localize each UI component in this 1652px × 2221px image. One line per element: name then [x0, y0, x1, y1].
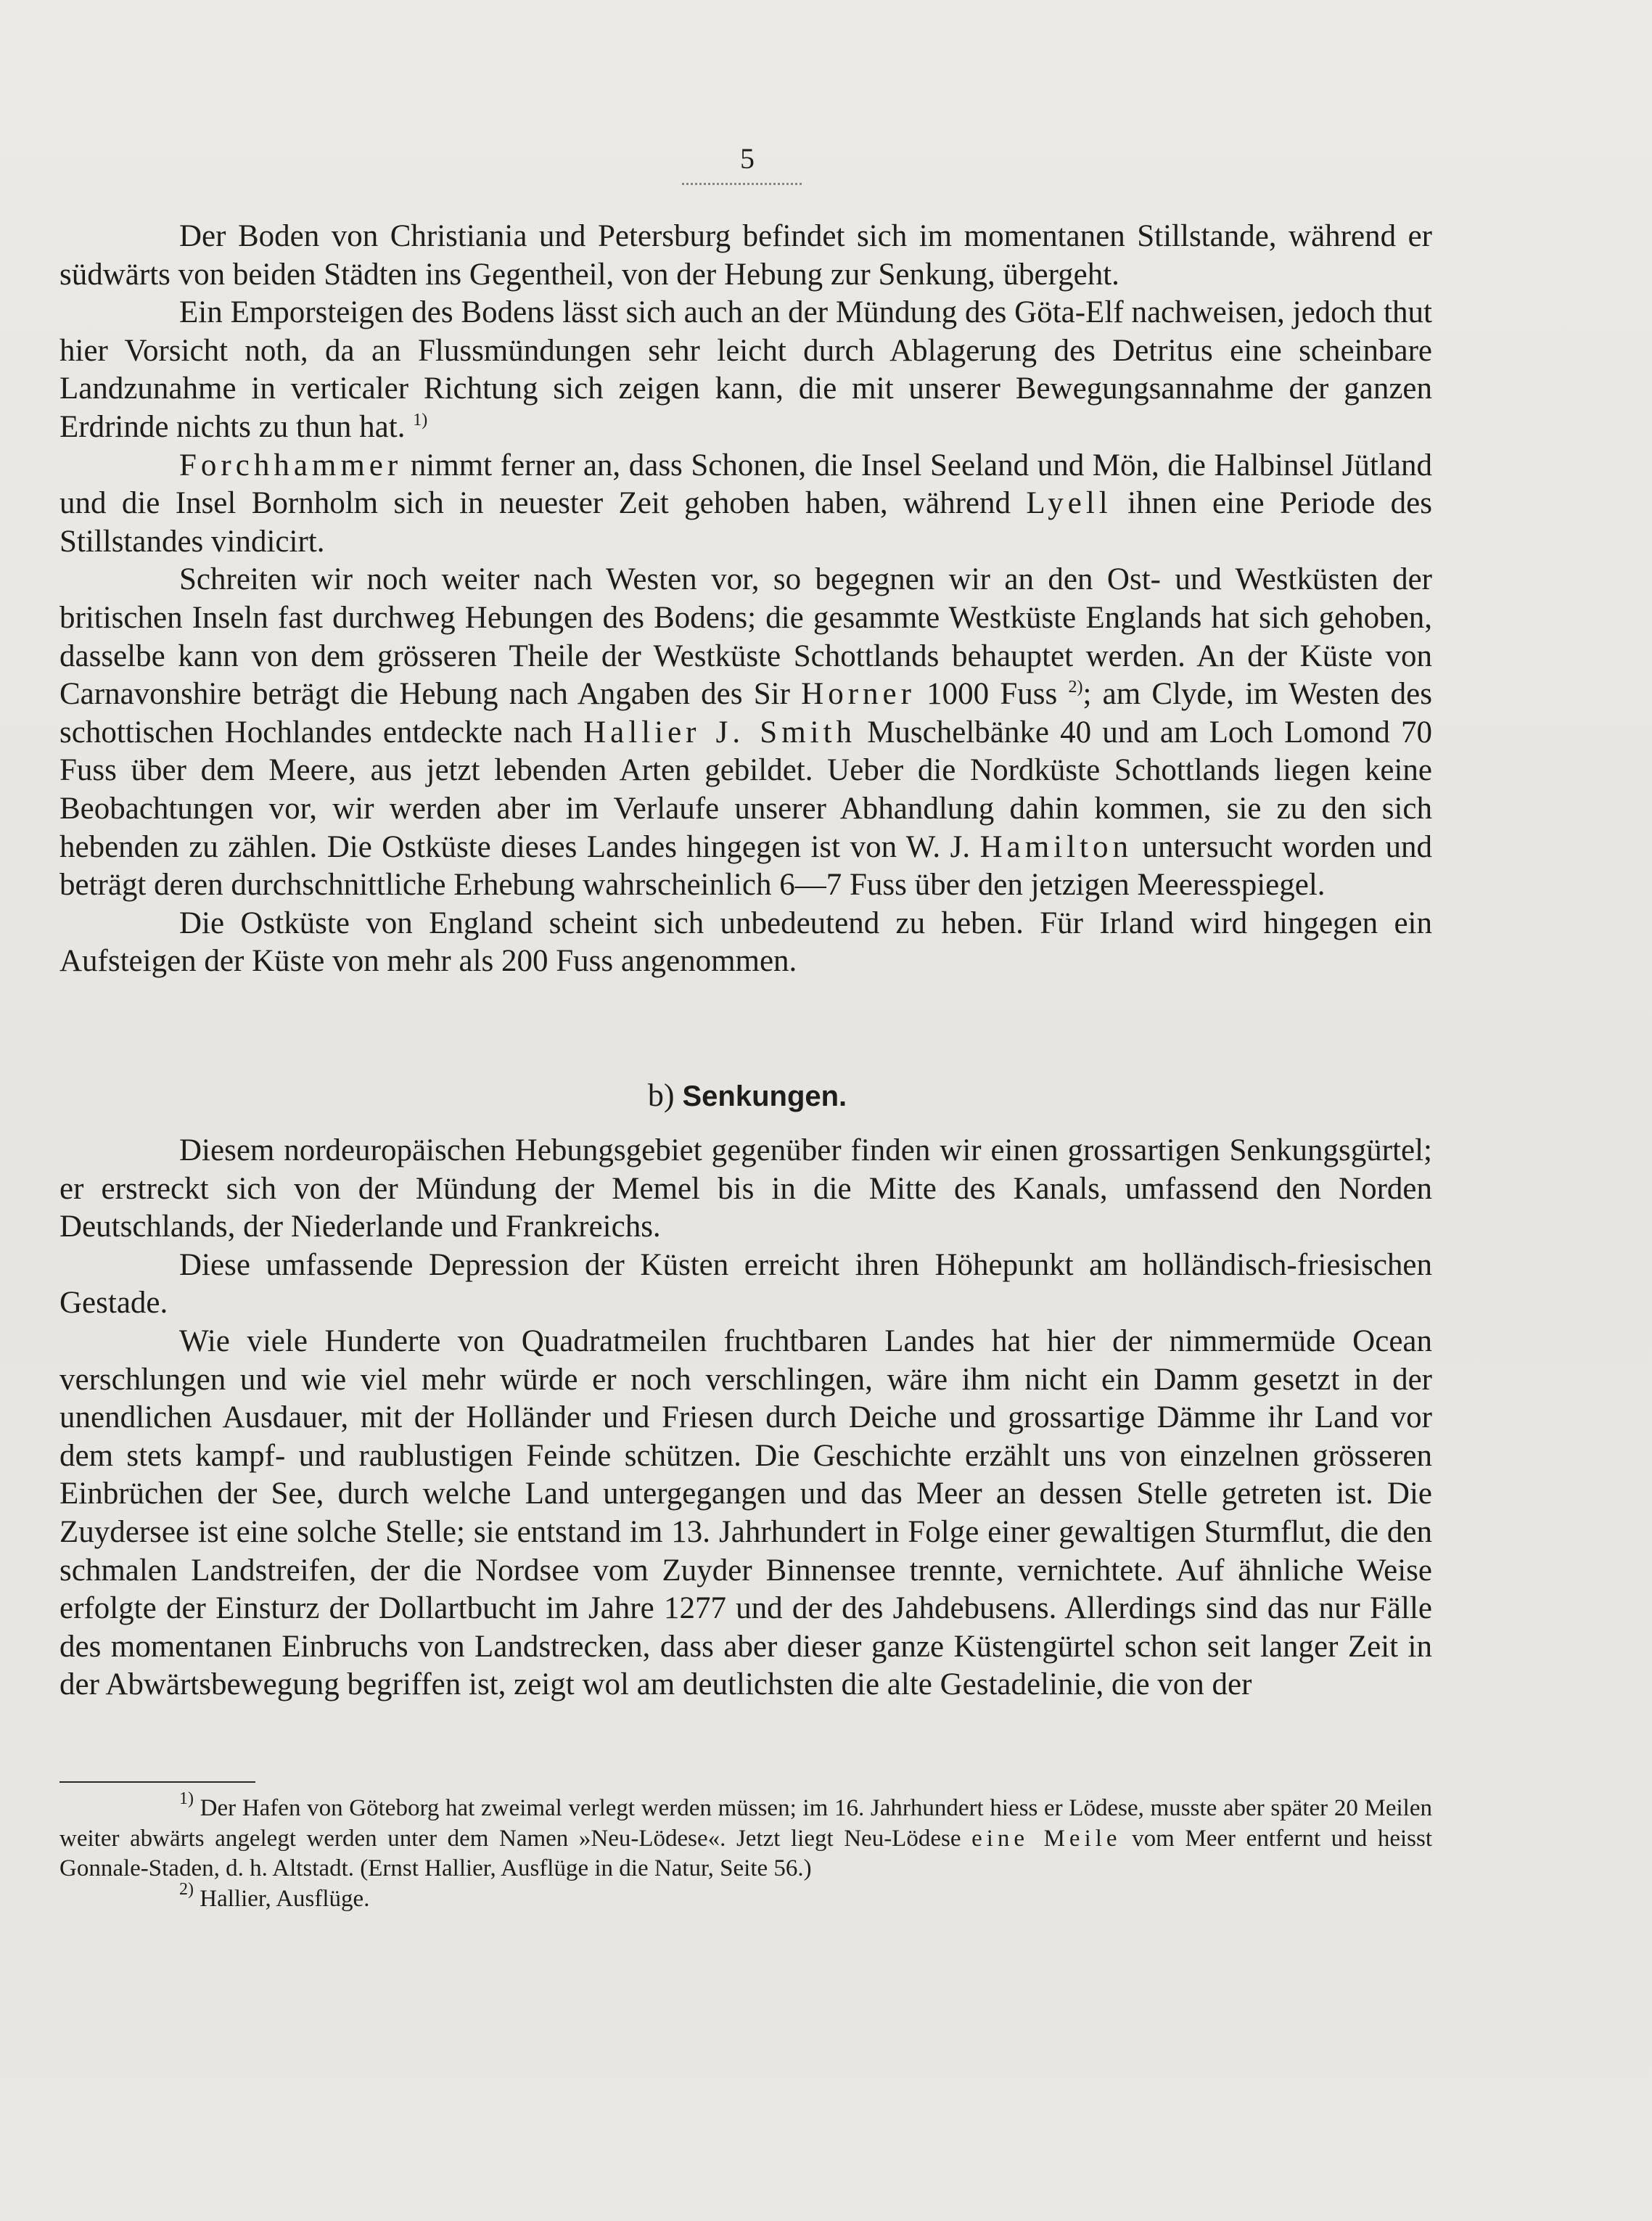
- text-run: Diesem nordeuropäischen Hebungsgebiet gegenüber finden wir einen grossartigen Senkungsgürtel; er erstreckt sich von der Mündung der Memel bis in die Mitte des Kanals, umfassend den Norden Deutschlands, der Niederlande und Frankreichs.: [59, 1133, 1432, 1244]
- page-number: 5: [740, 142, 755, 175]
- section-heading-prefix: b): [647, 1077, 683, 1113]
- footnotes: [59, 1789, 1432, 1914]
- spaced-name: Horner: [801, 677, 916, 712]
- text-run: untersucht worden und beträgt deren durchschnittliche Erhebung wahrscheinlich 6—7 Fuss über den jetzigen Meeresspiegel.: [59, 829, 1432, 903]
- text-run: Der Hafen von Göteborg hat zweimal verlegt werden müssen; im 16. Jahrhundert hiess er Lödese, musste aber später 20 Meilen weiter abwärts angelegt werden unter dem Namen »Neu-Lödese«. Jetzt liegt Neu-Lödese: [59, 1795, 1432, 1852]
- paragraph: [59, 1247, 1432, 1323]
- section-heading-title: Senkungen.: [682, 1080, 847, 1112]
- footnote-marker: 2): [1068, 678, 1083, 697]
- text-run: nimmt ferner an, dass Schonen, die Insel Seeland und Mön, die Halbinsel Jütland und die Insel Bornholm sich in neuester Zeit gehoben haben, während: [59, 448, 1432, 521]
- text-run: Ein Emporsteigen des Bodens lässt sich auch an der Mündung des Göta-Elf nachweisen, jedoch thut hier Vorsicht noth, da an Flussmündungen sehr leicht durch Ablagerung des Detritus eine scheinbare Landzunahme in verticaler Richtung sich zeigen kann, die mit unserer Bewegungsannahme der ganzen Erdrinde nichts zu thun hat.: [59, 295, 1432, 444]
- body-text-bottom: [59, 1132, 1432, 1704]
- paragraph: [59, 1132, 1432, 1247]
- footnote-marker: 1): [179, 1789, 194, 1808]
- text-run: Diese umfassende Depression der Küsten erreicht ihren Höhepunkt am holländisch-friesischen Gestade.: [59, 1247, 1432, 1321]
- spaced-name: Hamilton: [979, 829, 1133, 864]
- text-run: 1000 Fuss: [915, 677, 1069, 712]
- body-text-top: [59, 218, 1432, 981]
- text-run: Die Ostküste von England scheint sich unbedeutend zu heben. Für Irland wird hingegen ein Aufsteigen der Küste von mehr als 200 Fuss angenommen.: [59, 906, 1432, 979]
- footnote-separator: [59, 1781, 255, 1783]
- text-run: Hallier, Ausflüge.: [194, 1885, 370, 1912]
- text-run: Wie viele Hunderte von Quadratmeilen fruchtbaren Landes hat hier der nimmermüde Ocean verschlungen und wie viel mehr würde er noch verschlingen, wäre ihm nicht ein Damm gesetzt in der unendlichen Ausdauer, mit der Holländer und Friesen durch Deiche und grossartige Dämme ihr Land vor dem stets kampf- und raublustigen Feinde schützen. Die Geschichte erzählt uns von einzelnen grösseren Einbrüchen der See, durch welche Land untergegangen und das Meer an dessen Stelle getreten ist. Die Zuydersee ist eine solche Stelle; sie entstand im 13. Jahrhundert in Folge einer gewaltigen Sturmflut, die den schmalen Landstreifen, der die Nordsee vom Zuyder Binnensee trennte, vernichtete. Auf ähnliche Weise erfolgte der Einsturz der Dollartbucht im Jahre 1277 und der des Jahdebusens. Allerdings sind das nur Fälle des momentanen Einbruchs von Landstrecken, dass aber dieser ganze Küstengürtel schon seit langer Zeit in der Abwärtsbewegung begriffen ist, zeigt wol am deutlichsten die alte Gestadelinie, die von der: [59, 1323, 1432, 1702]
- paragraph: [59, 905, 1432, 981]
- footnote: [59, 1879, 1432, 1915]
- text-run: Der Boden von Christiania und Petersburg befindet sich im momentanen Stillstande, während er südwärts von beiden Städten ins Gegentheil, von der Hebung zur Senkung, übergeht.: [59, 219, 1432, 292]
- text-run: vom Meer entfernt und heisst Gonnale-Staden, d. h. Altstadt. (Ernst Hallier, Ausflüge in die Natur, Seite 56.): [59, 1825, 1432, 1881]
- spaced-name: Hallier J. Smith: [583, 715, 857, 750]
- paragraph: [59, 447, 1432, 562]
- spaced-name: Lyell: [1026, 486, 1112, 521]
- text-run: Schreiten wir noch weiter nach Westen vor, so begegnen wir an den Ost- und Westküsten der britischen Inseln fast durchweg Hebungen des Bodens; die gesammte Westküste Englands hat sich gehoben, dasselbe kann von dem grösseren Theile der Westküste Schottlands behauptet werden. An der Küste von Carnavonshire beträgt die Hebung nach Angaben des Sir: [59, 562, 1432, 712]
- section-heading: [0, 1077, 1495, 1114]
- spaced-name: eine Meile: [971, 1825, 1122, 1852]
- text-run: ihnen eine Periode des Stillstandes vindicirt.: [59, 486, 1432, 559]
- paragraph: [59, 1323, 1432, 1704]
- paragraph: [59, 561, 1432, 904]
- spaced-name: Forchhammer: [179, 448, 403, 483]
- paragraph: [59, 218, 1432, 294]
- text-run: ; am Clyde, im Westen des schottischen Hochlandes entdeckte nach: [59, 677, 1432, 750]
- footnote-marker: 1): [413, 410, 428, 430]
- footnote-marker: 2): [179, 1879, 194, 1899]
- footnote: [59, 1789, 1432, 1884]
- page-number-ornament: [682, 183, 802, 185]
- text-run: Muschelbänke 40 und am Loch Lomond 70 Fuss über dem Meere, aus jetzt lebenden Arten gebildet. Ueber die Nordküste Schottlands liegen keine Beobachtungen vor, wir werden aber im Verlaufe unserer Abhandlung dahin kommen, sie zu den sich hebenden zu zählen. Die Ostküste dieses Landes hingegen ist von W. J.: [59, 715, 1432, 864]
- paragraph: [59, 294, 1432, 446]
